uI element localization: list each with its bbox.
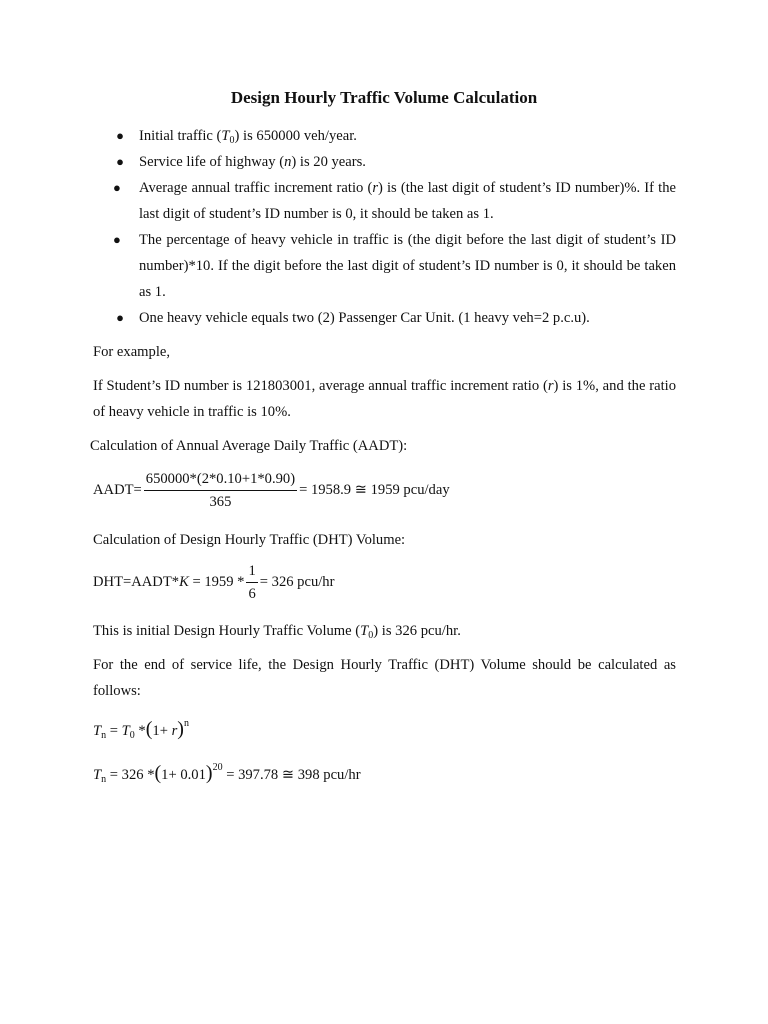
assumption-list — [0, 123, 768, 331]
dht-heading: Calculation of Design Hourly Traffic (DHT) Volume: — [93, 532, 406, 548]
initial-dht-text: This is initial Design Hourly Traffic Volume $(T_0)$ is 326 pcu/hr. — [93, 623, 461, 641]
example-paragraph: If Student’s ID number is 121803001, average annual traffic increment ratio (r) is 1%, and the ratio of heavy vehicle in traffic is 10%. — [93, 378, 676, 420]
tn-calculation: $T_n = 326$ $*(1+ 0.01)^{20} = 397.78$ ≅ 398 pcu/hr — [93, 762, 361, 785]
list-item: ● Average annual traffic increment ratio (r) is (the last digit of student’s ID number)%. If the last digit of student’s ID number is 0, it should be taken as 1. — [0, 175, 676, 227]
list-item: ● Initial traffic $(T_0)$ is 650000 veh/year. — [0, 123, 676, 149]
bullet-icon: ● — [116, 310, 124, 325]
list-item: ● The percentage of heavy vehicle in traffic is (the digit before the last digit of student’s ID number)*10. If the digit before the last digit of student’s ID number is 0, it should be taken as 1. — [0, 227, 676, 305]
tn-formula: $T_n = T_0$ $*(1+ r)^n$ — [93, 718, 189, 741]
bullet-icon: ● — [116, 128, 124, 143]
end-of-life-text: For the end of service life, the Design Hourly Traffic (DHT) Volume should be calculated as follows: — [93, 657, 676, 699]
aadt-equation: AADT= $\frac{650000*(2*0.10+1*0.90)}{365}$ = 1958.9 ≅ 1959 pcu/day — [93, 468, 450, 513]
aadt-fraction: $\frac{650000*(2*0.10+1*0.90)}{365}$ — [144, 468, 297, 513]
page-title: Design Hourly Traffic Volume Calculation — [230, 88, 538, 107]
for-example-text: For example, — [93, 344, 171, 360]
bullet-icon: ● — [116, 154, 124, 169]
dht-fraction: $\frac{1}{6}$ — [246, 560, 257, 605]
list-item: ● Service life of highway (n) is 20 years. — [0, 149, 676, 175]
list-item: ● One heavy vehicle equals two (2) Passenger Car Unit. (1 heavy veh=2 p.c.u). — [0, 305, 676, 331]
dht-equation: DHT=AADT*K = 1959 * $\frac{1}{6}$ = 326 pcu/hr — [93, 560, 334, 605]
aadt-heading: Calculation of Annual Average Daily Traffic (AADT): — [90, 438, 408, 454]
bullet-icon: ● — [113, 232, 121, 247]
bullet-icon: ● — [113, 180, 121, 195]
